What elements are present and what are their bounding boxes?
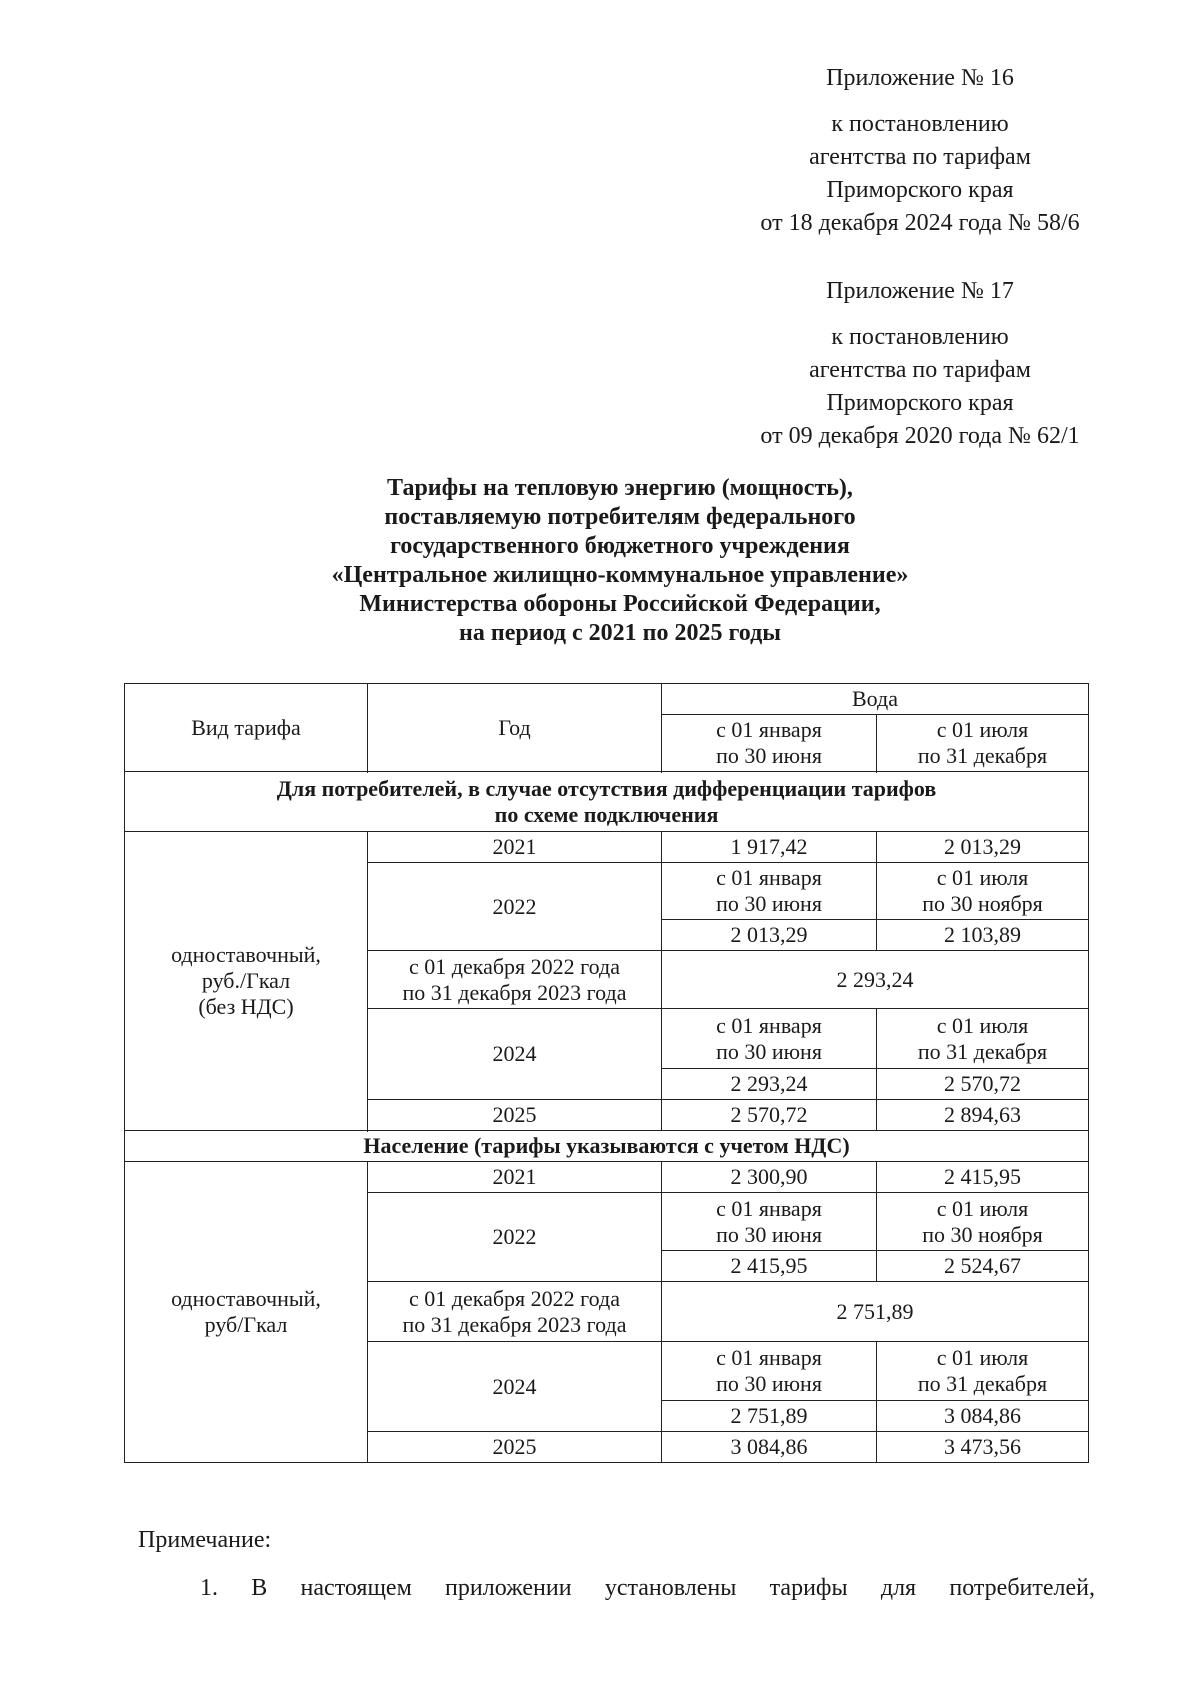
table-cell-value: 2 415,95	[662, 1251, 877, 1282]
appendix-17-header	[690, 275, 1150, 453]
section-1-title: Для потребителей, в случае отсутствия дифференциации тарифов по схеме подключения	[125, 772, 1089, 832]
section-2-tariff-type: одноставочный, руб/Гкал	[125, 1162, 368, 1463]
title-line: «Центральное жилищно-коммунальное управление»	[331, 562, 909, 588]
table-cell-period: с 01 декабря 2022 года по 31 декабря 2023 года	[368, 1282, 662, 1342]
appendix-16-line: к постановлению	[831, 111, 1009, 137]
table-cell-value: 2 415,95	[877, 1162, 1089, 1193]
appendix-16-header	[690, 62, 1150, 240]
table-cell-year: 2024	[368, 1342, 662, 1432]
table-cell-value: 2 103,89	[877, 920, 1089, 951]
table-cell-value: 1 917,42	[662, 832, 877, 863]
table-cell-period: с 01 января по 30 июня	[662, 1193, 877, 1251]
table-cell-value: 2 013,29	[662, 920, 877, 951]
table-cell-value: 2 293,24	[662, 1069, 877, 1100]
title-line: поставляемую потребителям федерального	[384, 504, 856, 530]
appendix-16-line: агентства по тарифам	[809, 144, 1031, 170]
header-tariff-type: Вид тарифа	[125, 684, 368, 772]
title-line: Тарифы на тепловую энергию (мощность),	[387, 475, 853, 501]
table-cell-value: 2 570,72	[877, 1069, 1089, 1100]
appendix-16-line: от 18 декабря 2024 года № 58/6	[760, 210, 1080, 236]
table-cell-period: с 01 июля по 31 декабря	[877, 1009, 1089, 1069]
title-line: государственного бюджетного учреждения	[390, 533, 850, 559]
table-cell-value: 2 013,29	[877, 832, 1089, 863]
table-cell-year: 2021	[368, 832, 662, 863]
appendix-17-line: к постановлению	[831, 324, 1009, 350]
section-2-title: Население (тарифы указываются с учетом НДС)	[125, 1131, 1089, 1162]
table-cell-year: 2024	[368, 1009, 662, 1100]
section-1-tariff-type: одноставочный, руб./Гкал (без НДС)	[125, 832, 368, 1131]
table-cell-year: 2022	[368, 1193, 662, 1282]
appendix-17-line: от 09 декабря 2020 года № 62/1	[760, 423, 1080, 449]
table-cell-value: 2 570,72	[662, 1100, 877, 1131]
appendix-17-line: Приморского края	[826, 390, 1014, 416]
note-item-1: 1. В настоящем приложении установлены тарифы для потребителей,	[200, 1575, 1095, 1601]
table-cell-value: 3 084,86	[662, 1432, 877, 1463]
appendix-17-line: агентства по тарифам	[809, 357, 1031, 383]
table-cell-year: 2025	[368, 1100, 662, 1131]
table-cell-value: 2 524,67	[877, 1251, 1089, 1282]
table-cell-year: 2021	[368, 1162, 662, 1193]
table-cell-year: 2022	[368, 863, 662, 951]
header-half2: с 01 июля по 31 декабря	[877, 715, 1089, 772]
appendix-16-line: Приморского края	[826, 177, 1014, 203]
table-cell-period: с 01 июля по 30 ноября	[877, 863, 1089, 920]
header-water: Вода	[662, 684, 1089, 715]
document-title	[220, 474, 1020, 648]
appendix-17-title: Приложение № 17	[826, 278, 1014, 304]
title-line: на период с 2021 по 2025 годы	[459, 620, 781, 646]
table-cell-period: с 01 января по 30 июня	[662, 863, 877, 920]
tariff-table	[124, 683, 1089, 1463]
table-cell-value: 3 084,86	[877, 1401, 1089, 1432]
table-cell-period: с 01 июля по 30 ноября	[877, 1193, 1089, 1251]
table-cell-period: с 01 января по 30 июня	[662, 1009, 877, 1069]
table-cell-value: 2 894,63	[877, 1100, 1089, 1131]
table-cell-value: 3 473,56	[877, 1432, 1089, 1463]
header-year: Год	[368, 684, 662, 772]
header-half1: с 01 января по 30 июня	[662, 715, 877, 772]
appendix-16-title: Приложение № 16	[826, 65, 1014, 91]
table-cell-value: 2 293,24	[662, 951, 1089, 1009]
table-cell-period: с 01 января по 30 июня	[662, 1342, 877, 1401]
table-cell-year: 2025	[368, 1432, 662, 1463]
table-cell-value: 2 751,89	[662, 1401, 877, 1432]
table-cell-period: с 01 июля по 31 декабря	[877, 1342, 1089, 1401]
title-line: Министерства обороны Российской Федерации,	[359, 591, 881, 617]
table-cell-value: 2 300,90	[662, 1162, 877, 1193]
note-label: Примечание:	[138, 1527, 272, 1553]
table-cell-period: с 01 декабря 2022 года по 31 декабря 2023 года	[368, 951, 662, 1009]
table-cell-value: 2 751,89	[662, 1282, 1089, 1342]
